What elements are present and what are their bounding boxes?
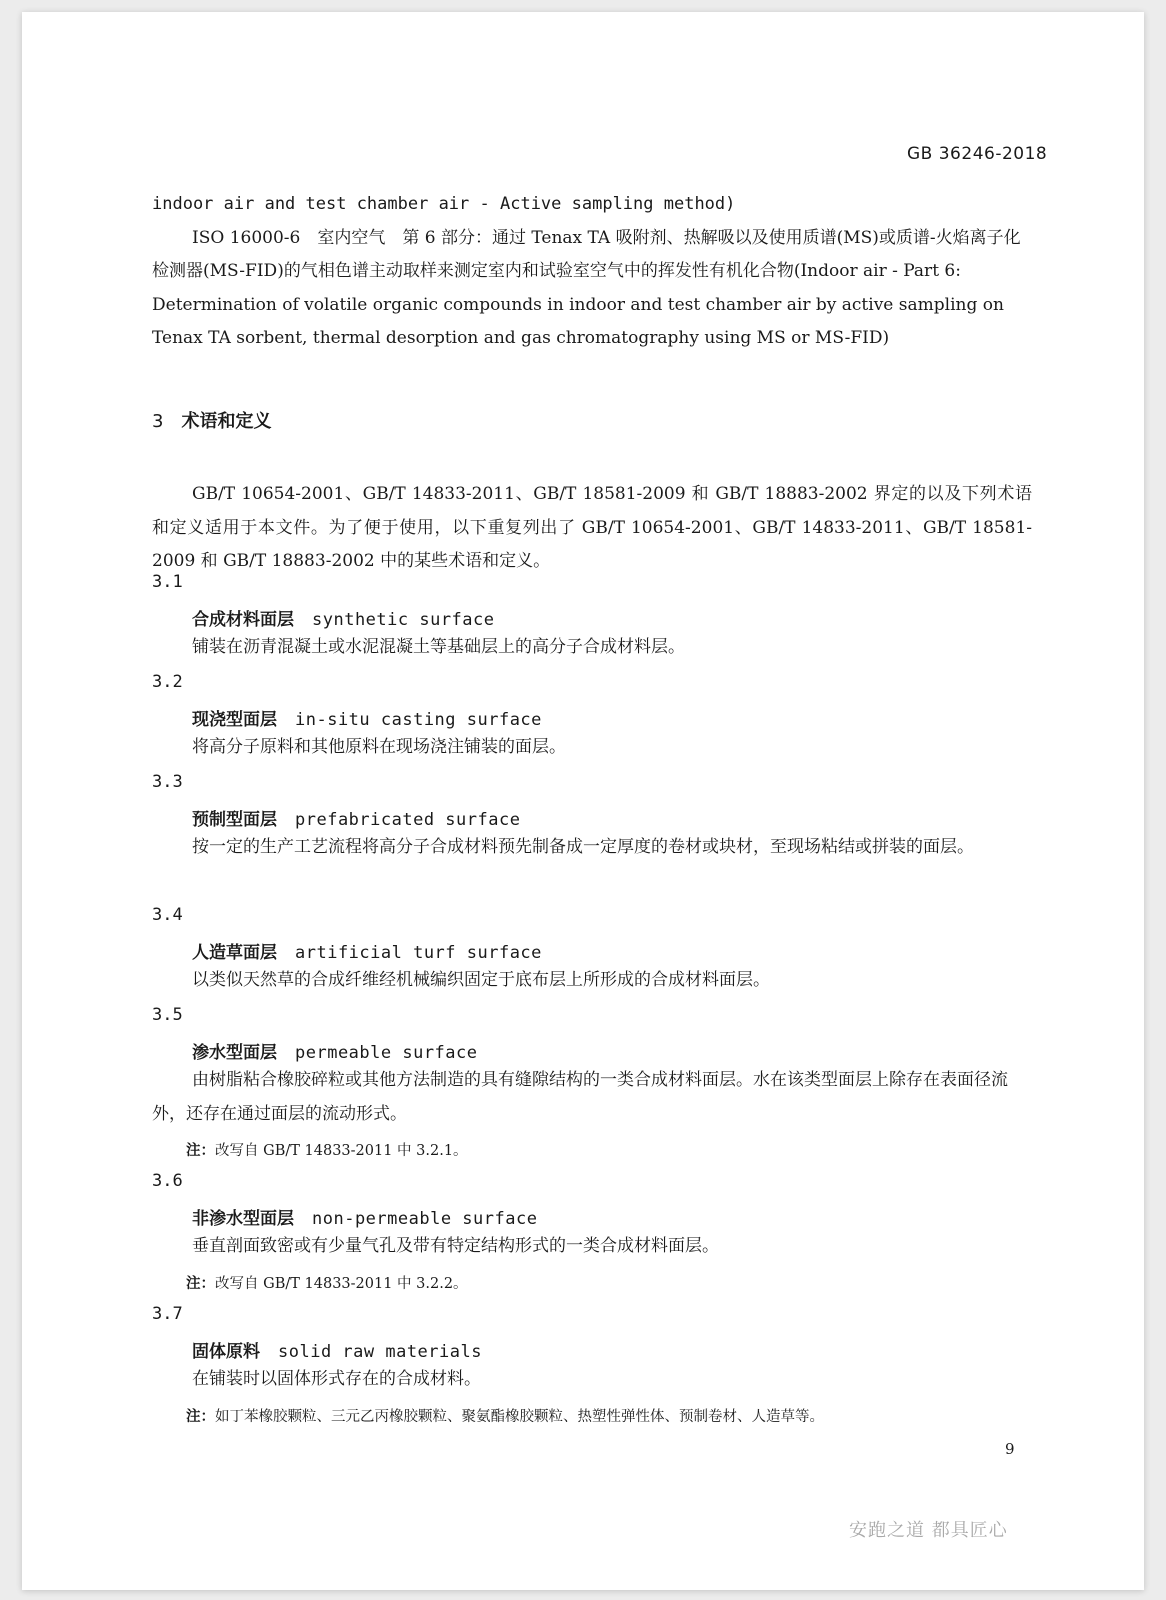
term-title (192, 1337, 482, 1362)
intro-paragraph: GB/T 10654-2001、GB/T 14833-2011、GB/T 18581-2009 和 GB/T 18883-2002 界定的以及下列术语和定义适用于本文件。为了便于使用，以下重复列出了 GB/T 10654-2001、GB/T 14833-2011、GB/T 18581-2009 和 GB/T 18883-2002 中的某些术语和定义。 (152, 484, 1032, 571)
reference-iso-16000-6: ISO 16000-6 室内空气 第 6 部分：通过 Tenax TA 吸附剂、热解吸以及使用质谱(MS)或质谱-火焰离子化检测器(MS-FID)的气相色谱主动取样来测定室内和试验室空气中的挥发性有机化合物(Indoor air - Part 6: Determination of volatile organic compounds in indoor and test chamber air by active sampling on Tenax TA sorbent, thermal desorption and gas chromatography using MS or MS-FID) (152, 227, 1021, 348)
section-intro (152, 478, 1032, 579)
term-zh: 非渗水型面层 (192, 1209, 294, 1229)
term-zh: 人造草面层 (192, 943, 277, 963)
term-title (192, 805, 520, 830)
term-number: 3.6 (152, 1171, 183, 1191)
term-definition-text: 由树脂粘合橡胶碎粒或其他方法制造的具有缝隙结构的一类合成材料面层。水在该类型面层上除存在表面径流外，还存在通过面层的流动形式。 (152, 1070, 1008, 1124)
document-page (22, 12, 1144, 1590)
note-text: 改写自 GB/T 14833-2011 中 3.2.2。 (215, 1276, 468, 1292)
term-zh: 渗水型面层 (192, 1043, 277, 1063)
term-note (186, 1405, 824, 1426)
term-en: permeable surface (295, 1043, 478, 1063)
term-title (192, 1038, 478, 1063)
term-definition (152, 1230, 1032, 1264)
term-zh: 现浇型面层 (192, 710, 277, 730)
section-number: 3 (152, 411, 164, 432)
term-en: artificial turf surface (295, 943, 542, 963)
term-definition (152, 1064, 1032, 1131)
term-definition-text: 以类似天然草的合成纤维经机械编织固定于底布层上所形成的合成材料面层。 (192, 970, 770, 990)
note-label: 注： (186, 1143, 215, 1159)
term-zh: 预制型面层 (192, 810, 277, 830)
term-definition (152, 1363, 1032, 1397)
term-title (192, 1204, 537, 1229)
term-en: in-situ casting surface (295, 710, 542, 730)
term-number: 3.2 (152, 672, 183, 692)
note-text: 改写自 GB/T 14833-2011 中 3.2.1。 (215, 1143, 468, 1159)
term-title (192, 605, 495, 630)
term-zh: 合成材料面层 (192, 610, 294, 630)
term-number: 3.4 (152, 905, 183, 925)
term-definition-text: 铺装在沥青混凝土或水泥混凝土等基础层上的高分子合成材料层。 (192, 637, 685, 657)
term-en: prefabricated surface (295, 810, 521, 830)
term-en: synthetic surface (312, 610, 495, 630)
note-text: 如丁苯橡胶颗粒、三元乙丙橡胶颗粒、聚氨酯橡胶颗粒、热塑性弹性体、预制卷材、人造草等。 (215, 1409, 824, 1425)
term-definition-text: 按一定的生产工艺流程将高分子合成材料预先制备成一定厚度的卷材或块材，至现场粘结或拼装的面层。 (192, 837, 974, 857)
term-definition-text: 垂直剖面致密或有少量气孔及带有特定结构形式的一类合成材料面层。 (192, 1236, 719, 1256)
normative-references (152, 188, 1032, 356)
term-number: 3.1 (152, 572, 183, 592)
term-number: 3.7 (152, 1304, 183, 1324)
term-definition-text: 在铺装时以固体形式存在的合成材料。 (192, 1369, 481, 1389)
term-definition (152, 831, 1032, 865)
term-title (192, 705, 542, 730)
watermark-text: 安跑之道 都具匠心 (849, 1520, 1008, 1541)
note-label: 注： (186, 1409, 215, 1425)
term-en: solid raw materials (278, 1342, 482, 1362)
page-number: 9 (1005, 1440, 1015, 1458)
term-definition-text: 将高分子原料和其他原料在现场浇注铺装的面层。 (192, 737, 566, 757)
term-note (186, 1139, 468, 1160)
reference-continued-line: indoor air and test chamber air - Active sampling method) (152, 194, 736, 214)
term-zh: 固体原料 (192, 1342, 260, 1362)
term-definition (152, 964, 1032, 998)
term-title (192, 938, 542, 963)
note-label: 注： (186, 1276, 215, 1292)
section-heading (152, 407, 271, 433)
term-number: 3.5 (152, 1005, 183, 1025)
term-note (186, 1272, 468, 1293)
section-title: 术语和定义 (181, 411, 272, 432)
term-definition (152, 631, 1032, 665)
term-en: non-permeable surface (312, 1209, 538, 1229)
standard-code: GB 36246-2018 (907, 144, 1048, 164)
term-number: 3.3 (152, 772, 183, 792)
term-definition (152, 731, 1032, 765)
